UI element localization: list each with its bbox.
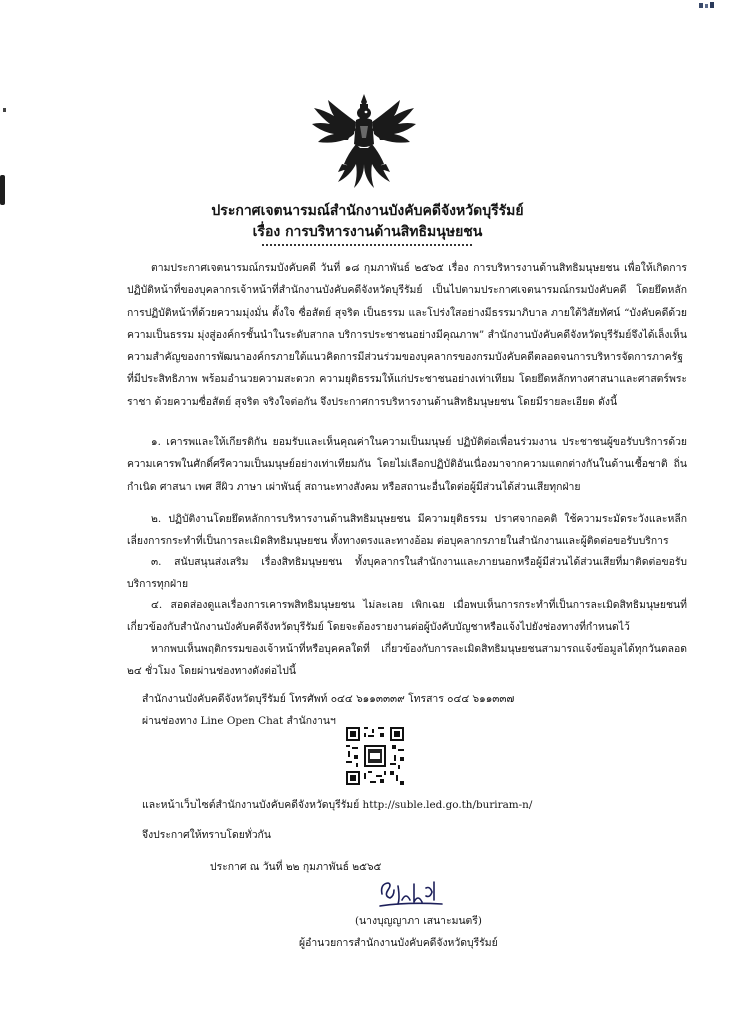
announcement-date: ประกาศ ณ วันที่ ๒๒ กุมภาพันธ์ ๒๕๖๕ [210, 861, 382, 873]
signature-icon [376, 876, 448, 910]
website-line: และหน้าเว็บไซต์สำนักงานบังคับคดีจังหวัดบุรีรัมย์ http://suble.led.go.th/buriram-n/ [142, 799, 533, 811]
item-respect: ๑. เคารพและให้เกียรติกัน ยอมรับและเห็นคุณค่าในความเป็นมนุษย์ ปฏิบัติต่อเพื่อนร่วมงาน ประชาชนผู้ขอรับบริการด้วยความเคารพในศักดิ์ศรีความเป็นมนุษย์อย่างเท่าเทียมกัน โดยไม่เลือกปฏิบัติอันเนื่องมาจากความแตกต่างกันในด้านเชื้อชาติ ถิ่นกำเนิด ศาสนา เพศ สีผิว ภาษา เผ่าพันธุ์ สถานะทางสังคม หรือสถานะอื่นใดต่อผู้มีส่วนได้ส่วนเสียทุกฝ่าย [127, 436, 687, 493]
scan-corner-mark [699, 2, 715, 10]
intro-paragraph: ตามประกาศเจตนารมณ์กรมบังคับคดี วันที่ ๑๘ กุมภาพันธ์ ๒๕๖๕ เรื่อง การบริหารงานด้านสิทธิมนุษยชน เพื่อให้เกิดการปฏิบัติหน้าที่ของบุคลากรเจ้าหน้าที่สำนักงานบังคับคดีจังหวัดบุรีรัมย์ เป็นไปตามประกาศเจตนารมณ์กรมบังคับคดี โดยยึดหลักการปฏิบัติหน้าที่ด้วยความมุ่งมั่น ตั้งใจ ซื่อสัตย์ สุจริต เป็นธรรม และโปร่งใสอย่างมีธรรมาภิบาล ภายใต้วิสัยทัศน์ “บังคับคดีด้วยความเป็นธรรม มุ่งสู่องค์กรชั้นนำในระดับสากล บริการประชาชนอย่างมีคุณภาพ” สำนักงานบังคับคดีจังหวัดบุรีรัมย์จึงได้เล็งเห็นความสำคัญของการพัฒนาองค์กรภายใต้แนวคิดการมีส่วนร่วมของบุคลากรของกรมบังคับคดีตลอดจนการบริหารจัดการภาครัฐที่มีประสิทธิภาพ พร้อมอำนวยความสะดวก ความยุติธรรมให้แก่ประชาชนอย่างเท่าเทียม โดยยึดหลักทางศาสนาและศาสตร์พระราชา ด้วยความซื่อสัตย์ สุจริต จริงใจต่อกัน จึงประกาศการบริหารงานด้านสิทธิมนุษยชน โดยมีรายละเอียด ดังนี้ [127, 262, 687, 408]
signer-name: (นางบุญญาภา เสนาะมนตรี) [355, 915, 482, 927]
contact-phone-line: สำนักงานบังคับคดีจังหวัดบุรีรัมย์ โทรศัพท์ ๐๔๔ ๖๑๑๓๓๓๙ โทรสาร ๐๔๔ ๖๑๑๓๓๗ [142, 693, 515, 705]
line-open-chat-text: ผ่านช่องทาง Line Open Chat สำนักงานฯ [142, 715, 336, 727]
item-fair-practice: ๒. ปฏิบัติงานโดยยึดหลักการบริหารงานด้านสิทธิมนุษยชน มีความยุติธรรม ปราศจากอคติ ใช้ความระมัดระวังและหลีกเลี่ยงการกระทำที่เป็นการละเมิดสิทธิมนุษยชน ทั้งทางตรงและทางอ้อม ต่อบุคลากรภายในสำนักงานและผู้ติดต่อขอรับบริการ [127, 513, 687, 548]
garuda-emblem-icon [304, 92, 424, 192]
announcement-subject: เรื่อง การบริหารงานด้านสิทธิมนุษยชน [252, 224, 483, 240]
item-promote: ๓. สนับสนุนส่งเสริม เรื่องสิทธิมนุษยชน ทั้งบุคลากรในสำนักงานและภายนอกหรือผู้มีส่วนได้ส่วนเสียที่มาติดต่อขอรับบริการทุกฝ่าย [127, 556, 687, 591]
item-monitor: ๔. สอดส่องดูแลเรื่องการเคารพสิทธิมนุษยชน ไม่ละเลย เพิกเฉย เมื่อพบเห็นการกระทำที่เป็นการละเมิดสิทธิมนุษยชนที่เกี่ยวข้องกับสำนักงานบังคับคดีจังหวัดบุรีรัมย์ โดยจะต้องรายงานต่อผู้บังคับบัญชาหรือแจ้งไปยังช่องทางที่กำหนดไว้ [127, 599, 687, 634]
announcement-title: ประกาศเจตนารมณ์สำนักงานบังคับคดีจังหวัดบุรีรัมย์ [211, 203, 524, 219]
title-divider [262, 244, 472, 246]
qr-code-icon[interactable] [346, 727, 404, 785]
scan-edge-speck [3, 108, 6, 112]
complaint-channels-paragraph: หากพบเห็นพฤติกรรมของเจ้าหน้าที่หรือบุคคลใดที่ เกี่ยวข้องกับการละเมิดสิทธิมนุษยชนสามารถแจ้งข้อมูลได้ทุกวันตลอด ๒๔ ชั่วโมง โดยผ่านช่องทางดังต่อไปนี้ [127, 643, 687, 678]
signer-title: ผู้อำนวยการสำนักงานบังคับคดีจังหวัดบุรีรัมย์ [299, 937, 498, 949]
announce-text: จึงประกาศให้ทราบโดยทั่วกัน [142, 829, 271, 841]
